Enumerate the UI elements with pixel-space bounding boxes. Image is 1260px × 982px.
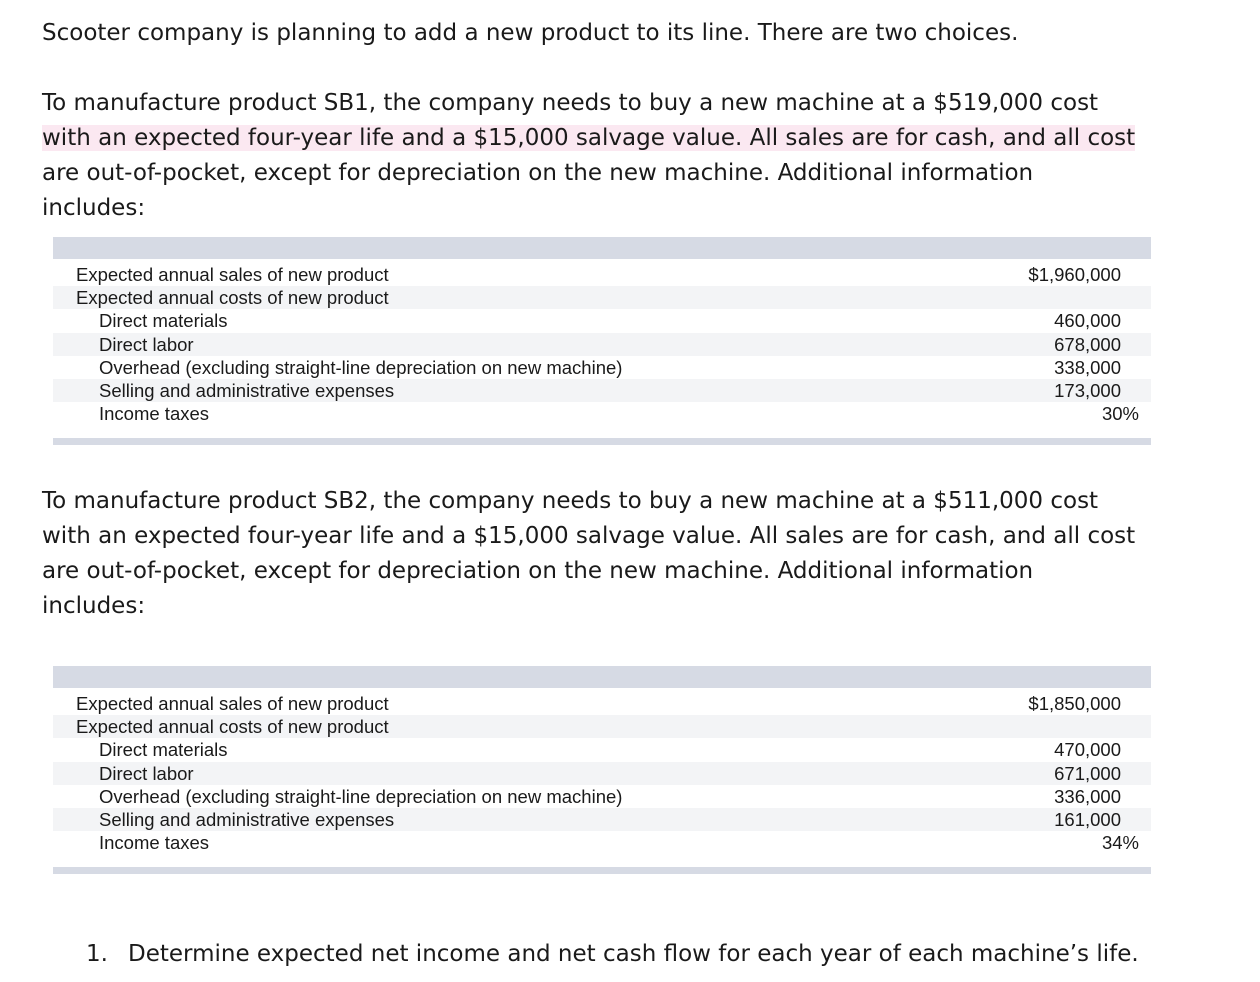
sb2-info-table [53,666,1151,874]
row-label: Direct materials [99,739,228,761]
table-footer-band [53,867,1151,874]
question-item [86,937,1139,972]
highlighted-text: with an expected four-year life and a $15,000 salvage value. All sales are for cash, and all cost [42,125,1136,151]
row-label: Selling and administrative expenses [99,808,395,830]
table-row [53,831,1151,854]
row-label: Income taxes [99,403,210,425]
row-label: Direct materials [99,310,228,332]
row-label: Selling and administrative expenses [99,379,395,401]
sb1-line-1: To manufacture product SB1, the company needs to buy a new machine at a $519,000 cost [42,90,1099,116]
table-row [53,808,1151,831]
sb1-info-table [53,237,1151,445]
table-row [53,356,1151,379]
row-value: 34% [1101,832,1139,854]
table-row [53,379,1151,402]
sb1-line-4: includes: [42,195,146,221]
row-value: 30% [1101,403,1139,425]
row-value: 338,000 [1054,356,1121,378]
row-label: Overhead (excluding straight-line depreciation on new machine) [99,785,623,807]
table-row [53,263,1151,286]
table-header-band [53,237,1151,259]
row-label: Expected annual sales of new product [76,693,389,714]
row-value: 671,000 [1054,762,1121,784]
sb2-line-1: To manufacture product SB2, the company needs to buy a new machine at a $511,000 cost [42,488,1099,514]
question-text: Determine expected net income and net cash flow for each year of each machine’s life. [128,941,1139,967]
table-row [53,402,1151,425]
table-row [53,333,1151,356]
table-header-band [53,666,1151,688]
row-label: Direct labor [99,333,194,355]
table-row [53,309,1151,332]
sb2-line-4: includes: [42,593,146,619]
table-row [53,286,1151,309]
table-row [53,785,1151,808]
table-row [53,715,1151,738]
table-footer-band [53,438,1151,445]
table-row [53,692,1151,715]
row-value: 678,000 [1054,333,1121,355]
row-label: Expected annual costs of new product [76,716,389,738]
sb1-line-3: are out-of-pocket, except for depreciation on the new machine. Additional information [42,160,1034,186]
sb2-line-3: are out-of-pocket, except for depreciation on the new machine. Additional information [42,558,1034,584]
sb2-description [42,484,1162,624]
table-row [53,762,1151,785]
sb2-line-2: with an expected four-year life and a $15,000 salvage value. All sales are for cash, and all cost [42,523,1136,549]
table-row [53,738,1151,761]
row-label: Income taxes [99,832,210,854]
row-label: Overhead (excluding straight-line depreciation on new machine) [99,356,623,378]
row-value: 173,000 [1054,379,1121,401]
row-value: 336,000 [1054,785,1121,807]
row-label: Expected annual sales of new product [76,264,389,285]
intro-text: Scooter company is planning to add a new product to its line. There are two choices. [42,20,1019,46]
question-number: 1. [86,941,108,967]
intro-paragraph [42,16,1162,51]
sb1-line-2 [42,121,1162,156]
sb1-description [42,86,1162,226]
row-value: $1,960,000 [1028,264,1121,285]
row-value: 460,000 [1054,310,1121,332]
row-label: Direct labor [99,762,194,784]
row-value: $1,850,000 [1028,693,1121,714]
row-value: 470,000 [1054,739,1121,761]
row-label: Expected annual costs of new product [76,287,389,309]
row-value: 161,000 [1054,808,1121,830]
